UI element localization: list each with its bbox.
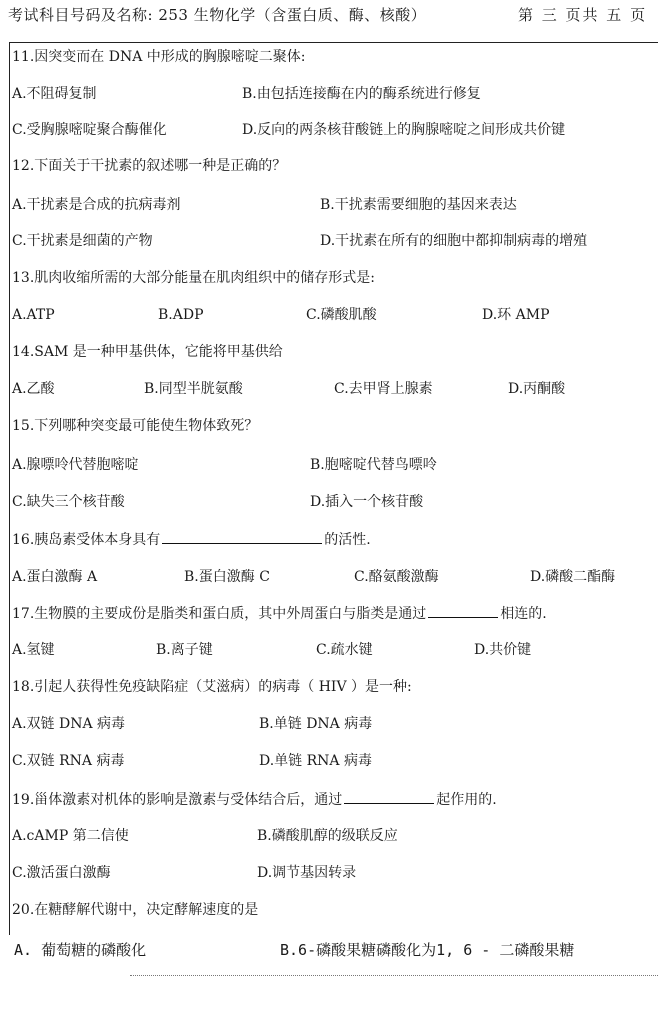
question-12-option-a: A.干扰素是合成的抗病毒剂 [12, 197, 181, 213]
question-14-option-d: D.丙酮酸 [508, 381, 566, 397]
question-12-option-c: C.干扰素是细菌的产物 [12, 233, 153, 249]
question-16-options-row [12, 567, 652, 587]
page-header [8, 4, 658, 28]
question-18-option-b: B.单链 DNA 病毒 [259, 716, 373, 732]
question-18-option-c: C.双链 RNA 病毒 [12, 753, 125, 769]
question-17-stem-after: 相连的. [500, 606, 547, 622]
question-17-option-a: A.氢键 [12, 642, 55, 658]
question-14-option-b: B.同型半胱氨酸 [144, 381, 243, 397]
question-19-option-c: C.激活蛋白激酶 [12, 865, 111, 881]
question-14-options-row [12, 379, 652, 399]
question-13-option-b: B.ADP [158, 307, 204, 323]
question-16-option-a: A.蛋白激酶 A [12, 569, 98, 585]
question-11-option-c: C.受胸腺嘧啶聚合酶催化 [12, 122, 167, 138]
question-20-option-a: A. 葡萄糖的磷酸化 [14, 941, 147, 959]
question-18-stem: 18.引起人获得性免疫缺陷症（艾滋病）的病毒（ HIV ）是一种: [12, 679, 412, 695]
question-14-stem: 14.SAM 是一种甲基供体，它能将甲基供给 [12, 344, 283, 360]
question-17-option-b: B.离子键 [156, 642, 213, 658]
question-16-option-d: D.磷酸二酯酶 [530, 569, 616, 585]
question-18-options-row2 [12, 751, 652, 771]
question-19-stem-after: 起作用的. [436, 792, 497, 808]
question-11-option-a: A.不阻碍复制 [12, 86, 97, 102]
question-13-options-row [12, 305, 652, 325]
question-15-options-row1 [12, 455, 652, 475]
question-11-option-d: D.反向的两条核苷酸链上的胸腺嘧啶之间形成共价键 [242, 122, 566, 138]
question-11-option-b: B.由包括连接酶在内的酶系统进行修复 [242, 86, 481, 102]
question-12-options-row2 [12, 231, 652, 251]
question-20-options-row [14, 940, 654, 960]
question-15-stem: 15.下列哪种突变最可能使生物体致死？ [12, 418, 259, 434]
box-left-border [9, 42, 10, 935]
question-16-answer-blank [162, 529, 322, 544]
question-13-option-a: A.ATP [12, 307, 55, 323]
question-15-option-b: B.胞嘧啶代替鸟嘌呤 [310, 457, 437, 473]
question-13-option-d: D.环 AMP [482, 307, 550, 323]
question-14-option-a: A.乙酸 [12, 381, 55, 397]
question-17-options-row [12, 640, 652, 660]
exam-subject-title: 考试科目号码及名称: 253 生物化学（含蛋白质、酶、核酸） [8, 6, 427, 24]
box-top-border [9, 42, 658, 43]
question-16-stem-after: 的活性. [324, 532, 371, 548]
question-13-option-c: C.磷酸肌酸 [306, 307, 377, 323]
question-20-stem: 20.在糖酵解代谢中，决定酵解速度的是 [12, 902, 259, 918]
question-11-stem: 11.因突变而在 DNA 中形成的胸腺嘧啶二聚体: [12, 49, 306, 65]
question-18-option-d: D.单链 RNA 病毒 [259, 753, 372, 769]
question-15-option-c: C.缺失三个核苷酸 [12, 494, 125, 510]
question-16-option-c: C.酪氨酸激酶 [354, 569, 439, 585]
question-15-option-a: A.腺嘌呤代替胞嘧啶 [12, 457, 139, 473]
question-19-options-row2 [12, 863, 652, 883]
question-14-option-c: C.去甲肾上腺素 [334, 381, 433, 397]
question-19-answer-blank [344, 789, 434, 804]
question-19-options-row1 [12, 826, 652, 846]
question-16-stem-before: 16.胰岛素受体本身具有 [12, 532, 161, 548]
question-16-option-b: B.蛋白激酶 C [184, 569, 270, 585]
question-17-option-c: C.疏水键 [316, 642, 373, 658]
question-11-options-row2 [12, 120, 652, 140]
question-18-option-a: A.双链 DNA 病毒 [12, 716, 126, 732]
question-16-stem [12, 529, 371, 549]
question-12-option-b: B.干扰素需要细胞的基因来表达 [320, 197, 517, 213]
question-19-stem [12, 789, 497, 809]
question-12-stem: 12.下面关于干扰素的叙述哪一种是正确的？ [12, 158, 287, 174]
question-19-option-d: D.调节基因转录 [257, 865, 357, 881]
question-12-option-d: D.干扰素在所有的细胞中都抑制病毒的增殖 [320, 233, 588, 249]
question-17-stem [12, 603, 547, 623]
question-20-option-b: B.6-磷酸果糖磷酸化为1, 6 - 二磷酸果糖 [280, 941, 575, 959]
question-18-options-row1 [12, 714, 652, 734]
question-19-option-b: B.磷酸肌醇的级联反应 [257, 828, 398, 844]
question-13-stem: 13.肌肉收缩所需的大部分能量在肌肉组织中的储存形式是: [12, 270, 375, 286]
question-17-option-d: D.共价键 [474, 642, 532, 658]
box-bottom-border [130, 975, 658, 976]
question-15-option-d: D.插入一个核苷酸 [310, 494, 424, 510]
question-19-stem-before: 19.甾体激素对机体的影响是激素与受体结合后，通过 [12, 792, 343, 808]
question-11-options-row1 [12, 84, 652, 104]
question-19-option-a: A.cAMP 第二信使 [12, 828, 129, 844]
question-17-stem-before: 17.生物膜的主要成份是脂类和蛋白质，其中外周蛋白与脂类是通过 [12, 606, 427, 622]
question-15-options-row2 [12, 492, 652, 512]
page-number: 第 三 页共 五 页 [518, 6, 648, 24]
question-12-options-row1 [12, 195, 652, 215]
question-17-answer-blank [428, 603, 498, 618]
